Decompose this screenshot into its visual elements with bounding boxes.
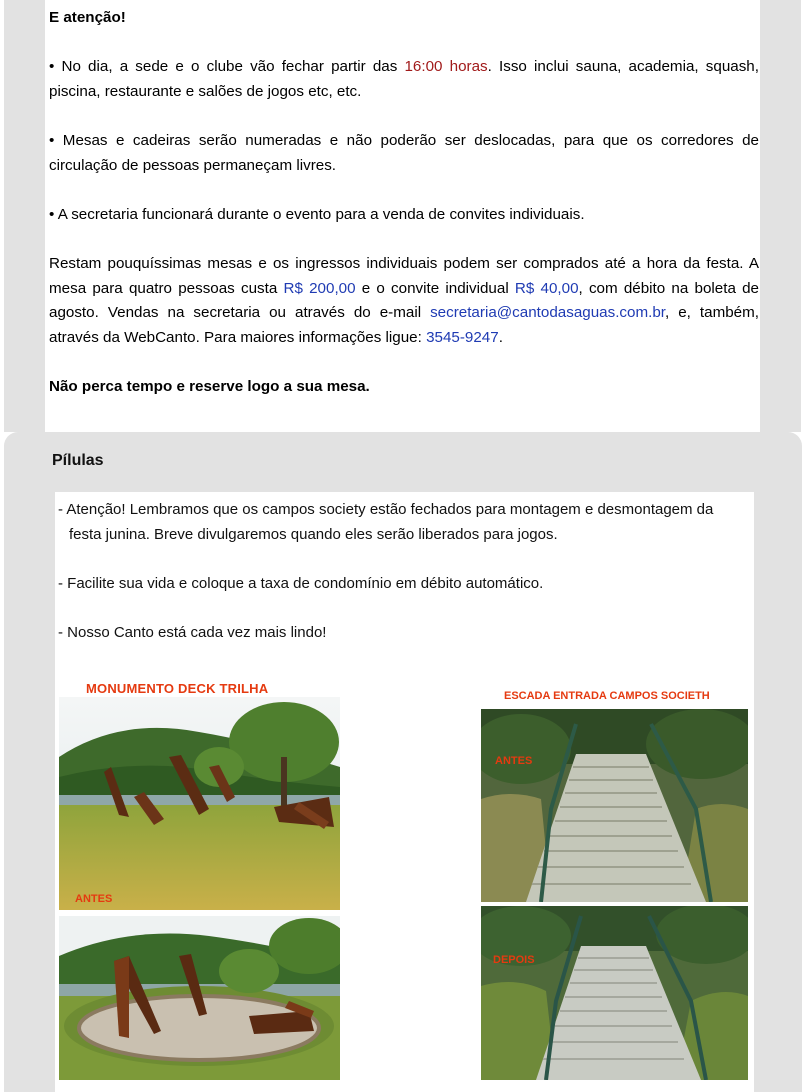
right-after-label: DEPOIS bbox=[493, 954, 535, 966]
list-item: - Atenção! Lembramos que os campos society estão fechados para montagem e desmontagem da festa junina. Breve divulgaremos quando eles serão liberados para jogos. bbox=[58, 501, 714, 543]
stairs-before-photo bbox=[481, 709, 748, 902]
monument-after-photo bbox=[59, 916, 340, 1080]
pills-title: Pílulas bbox=[52, 452, 104, 469]
list-item: - Nosso Canto está cada vez mais lindo! bbox=[58, 623, 327, 641]
notice-paragraph-tables: • Mesas e cadeiras serão numeradas e não poderão ser deslocadas, para que os corredores de circulação de pessoas permaneçam livres. bbox=[49, 131, 759, 174]
monument-before-photo bbox=[59, 697, 340, 910]
table-price: R$ 200,00 bbox=[283, 279, 356, 297]
notice-paragraph-secretary: • A secretaria funcionará durante o evento para a venda de convites individuais. bbox=[49, 205, 585, 223]
stairs-after-photo bbox=[481, 906, 748, 1080]
notice-closing: Não perca tempo e reserve logo a sua mesa. bbox=[49, 377, 370, 395]
right-photo-caption: ESCADA ENTRADA CAMPOS SOCIETH bbox=[504, 690, 710, 702]
notice-text bbox=[49, 6, 759, 400]
closing-time: 16:00 horas bbox=[404, 58, 488, 76]
ticket-price: R$ 40,00 bbox=[514, 279, 579, 297]
left-photo-caption: MONUMENTO DECK TRILHA bbox=[86, 681, 269, 696]
notice-heading: E atenção! bbox=[49, 9, 126, 26]
list-item: - Facilite sua vida e coloque a taxa de condomínio em débito automático. bbox=[58, 574, 544, 592]
notice-paragraph-tickets: Restam pouquíssimas mesas e os ingressos individuais podem ser comprados até a hora da festa. A mesa para quatro pessoas custa R$ 200,00 e o convite individual R$ 40,00, com débito na boleta de agosto. Vendas na secretaria ou através do e-mail secretaria@cantodasaguas.com.br, e, também, através da WebCanto. Para maiores informações ligue: 3545-9247. bbox=[49, 254, 759, 346]
email-link[interactable]: secretaria@cantodasaguas.com.br bbox=[430, 304, 665, 322]
notice-paragraph-closing-time: • No dia, a sede e o clube vão fechar partir das 16:00 horas. Isso inclui sauna, academia, squash, piscina, restaurante e salões de jogos etc, etc. bbox=[49, 58, 759, 100]
left-before-label: ANTES bbox=[75, 893, 113, 905]
pills-list bbox=[58, 498, 748, 670]
right-before-label: ANTES bbox=[495, 755, 533, 767]
phone-number: 3545-9247 bbox=[426, 328, 499, 346]
